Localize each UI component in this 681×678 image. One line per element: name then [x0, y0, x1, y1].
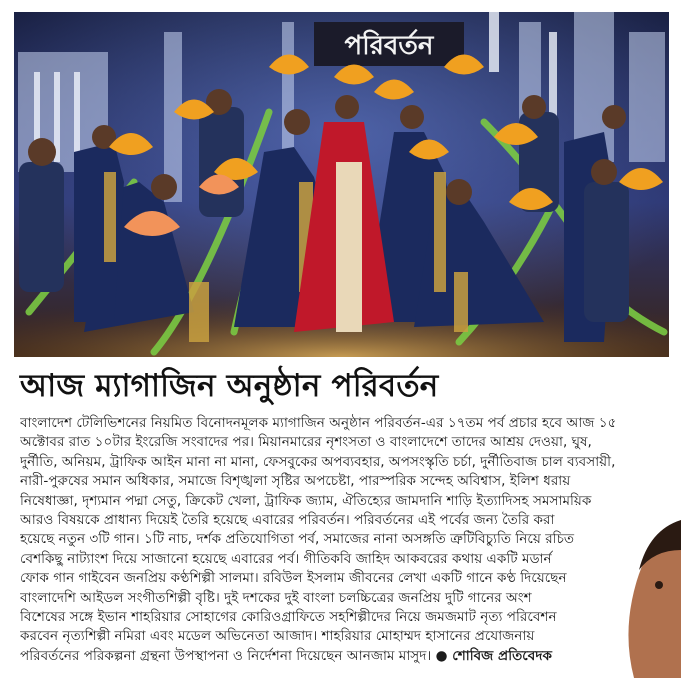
article-line: বিশেষের সঙ্গে ইভান শাহরিয়ার সোহাগের কোরিওগ্রাফিতে সহশিল্পীদের নিয়ে জমজমাট নৃত্য পরিবেশন: [20, 609, 557, 626]
article-line: নিষেধাজ্ঞা, দৃশ্যমান পদ্মা সেতু, ক্রিকেট খেলা, ট্রাফিক জ্যাম, ঐতিহ্যের জামদানি শাড়ি ইত্যাদিসহ সমসাময়িক: [20, 492, 592, 509]
headline: আজ ম্যাগাজিন অনুষ্ঠান পরিবর্তন: [20, 368, 439, 404]
article-line: ফোক গান গাইবেন জনপ্রিয় কণ্ঠশিল্পী সালমা। রবিউল ইসলাম জীবনের লেখা একটি গানে কণ্ঠ দিয়েছেন: [20, 570, 567, 587]
article-line: বাংলাদেশ টেলিভিশনের নিয়মিত বিনোদনমূলক ম্যাগাজিন অনুষ্ঠান পরিবর্তন-এর ১৭তম পর্ব প্রচার হবে আজ ১৫: [20, 415, 617, 431]
article-line: অক্টোবর রাত ১০টার ইংরেজি সংবাদের পর। মিয়ানমারের নৃশংসতা ও বাংলাদেশে তাদের আশ্রয় দেওয়া, ঘুষ,: [20, 434, 592, 451]
article-body: [20, 414, 640, 666]
stage-sign-text: পরিবর্তন: [344, 31, 434, 61]
article-line: আরও বিষয়কে প্রাধান্য দিয়েই তৈরি হয়েছে এবারের পরিবর্তন। পরিবর্তনের এই পর্বের জন্য তৈরি করা: [20, 512, 555, 529]
byline: ● শোবিজ প্রতিবেদক: [435, 647, 552, 664]
stage-photo: [14, 12, 669, 357]
article-line: হয়েছে নতুন ৩টি গান। ১টি নাচ, দর্শক প্রতিযোগিতা পর্ব, সমাজের নানা অসঙ্গতি ত্রুটিবিচ্যুতি নিয়ে রচিত: [20, 531, 575, 548]
article-line: বাংলাদেশি আইডল সংগীতশিল্পী বৃষ্টি। দুই দশকের দুই বাংলা চলচ্চিত্রের জনপ্রিয় দুটি গানের অংশ: [20, 589, 532, 606]
article-line: নারী-পুরুষের সমান অধিকার, সমাজে বিশৃঙ্খলা সৃষ্টির অপচেষ্টা, পারস্পরিক সন্দেহ অবিশ্বাস, ইলিশ ধরায়: [20, 473, 571, 490]
adjacent-photo-fragment: [624, 520, 681, 678]
article-line-last: [20, 647, 640, 666]
article-line: বেশকিছু নাট্যাংশ দিয়ে সাজানো হয়েছে এবারের পর্ব। গীতিকবি জাহিদ আকবরের কথায় একটি মডার্ন: [20, 550, 552, 567]
article-line: দুর্নীতি, অনিয়ম, ট্রাফিক আইন মানা না মানা, ফেসবুকের অপব্যবহার, অপসংস্কৃতি চর্চা, দুর্নীতিবাজ চাল ব্যবসায়ী,: [20, 453, 616, 470]
article-line-text: পরিবর্তনের পরিকল্পনা গ্রন্থনা উপস্থাপনা ও নির্দেশনা দিয়েছেন আনজাম মাসুদ।: [20, 647, 432, 664]
article-line: করবেন নৃত্যশিল্পী নমিরা এবং মডেল অভিনেতা আজাদ। শাহরিয়ার মোহাম্মদ হাসানের প্রযোজনায়: [20, 628, 535, 645]
